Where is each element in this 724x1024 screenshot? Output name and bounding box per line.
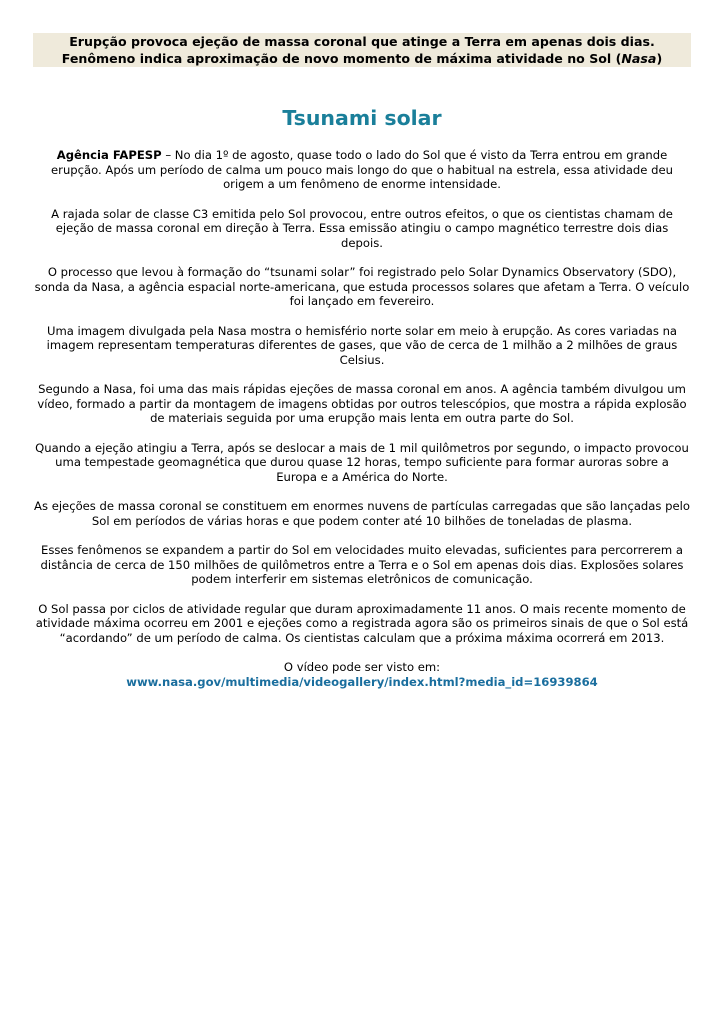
paragraph: Esses fenômenos se expandem a partir do Sol em velocidades muito elevadas, suficientes para percorrerem a distância de cerca de 150 milhões de quilômetros entre a Terra e o Sol em apenas dois dias. Explosões solares podem interferir em sistemas eletrônicos de comunicação. (40, 543, 684, 586)
paragraph: As ejeções de massa coronal se constituem em enormes nuvens de partículas carregadas que são lançadas pelo Sol em períodos de várias horas e que podem conter até 10 bilhões de toneladas de plasma. (34, 499, 690, 528)
video-label: O vídeo pode ser visto em: (283, 660, 441, 674)
header-banner (33, 33, 691, 67)
video-link[interactable]: www.nasa.gov/multimedia/videogallery/index.html?media_id=16939864 (126, 674, 598, 689)
paragraph: Uma imagem divulgada pela Nasa mostra o hemisfério norte solar em meio à erupção. As cores variadas na imagem representam temperaturas diferentes de gases, que vão de cerca de 1 milhão a 2 milhões de graus Celsius. (46, 323, 678, 367)
header-line-2-close: ) (656, 51, 663, 66)
video-paragraph (33, 660, 691, 689)
paragraph: Segundo a Nasa, foi uma das mais rápidas ejeções de massa coronal em anos. A agência também divulgou um vídeo, formado a partir da montagem de imagens obtidas por outros telescópios, que mostra a rápida explosão de materiais seguida por uma erupção mais lenta em outra parte do Sol. (37, 382, 687, 425)
lead-paragraph (33, 148, 691, 192)
paragraph: Quando a ejeção atingiu a Terra, após se deslocar a mais de 1 mil quilômetros por segundo, o impacto provocou uma tempestade geomagnética que durou quase 12 horas, tempo suficiente para formar auroras sobre a Europa e a América do Norte. (35, 440, 689, 484)
paragraph: O processo que levou à formação do “tsunami solar” foi registrado pelo Solar Dynamics Observatory (SDO), sonda da Nasa, a agência espacial norte-americana, que estuda processos solares que afetam a Terra. O veículo foi lançado em fevereiro. (34, 265, 690, 308)
page-title: Tsunami solar (282, 106, 442, 130)
lead-text: – No dia 1º de agosto, quase todo o lado do Sol que é visto da Terra entrou em grande erupção. Após um período de calma um pouco mais longo do que o habitual na estrela, essa atividade deu origem a um fenômeno de enorme intensidade. (51, 148, 673, 191)
header-line-2-text: Fenômeno indica aproximação de novo momento de máxima atividade no Sol ( (61, 51, 622, 66)
header-source: Nasa (621, 51, 657, 66)
agency-name: Agência FAPESP (56, 148, 162, 162)
header-line-1: Erupção provoca ejeção de massa coronal que atinge a Terra em apenas dois dias. (69, 34, 655, 49)
article-body (33, 148, 691, 704)
paragraph: A rajada solar de classe C3 emitida pelo Sol provocou, entre outros efeitos, o que os cientistas chamam de ejeção de massa coronal em direção à Terra. Essa emissão atingiu o campo magnético terrestre dois dias depois. (51, 206, 673, 250)
header-line-2 (62, 50, 662, 67)
paragraph: O Sol passa por ciclos de atividade regular que duram aproximadamente 11 anos. O mais recente momento de atividade máxima ocorreu em 2001 e ejeções como a registrada agora são os primeiros sinais de que o Sol está “acordando” de um período de calma. Os cientistas calculam que a próxima máxima ocorrerá em 2013. (35, 601, 689, 645)
